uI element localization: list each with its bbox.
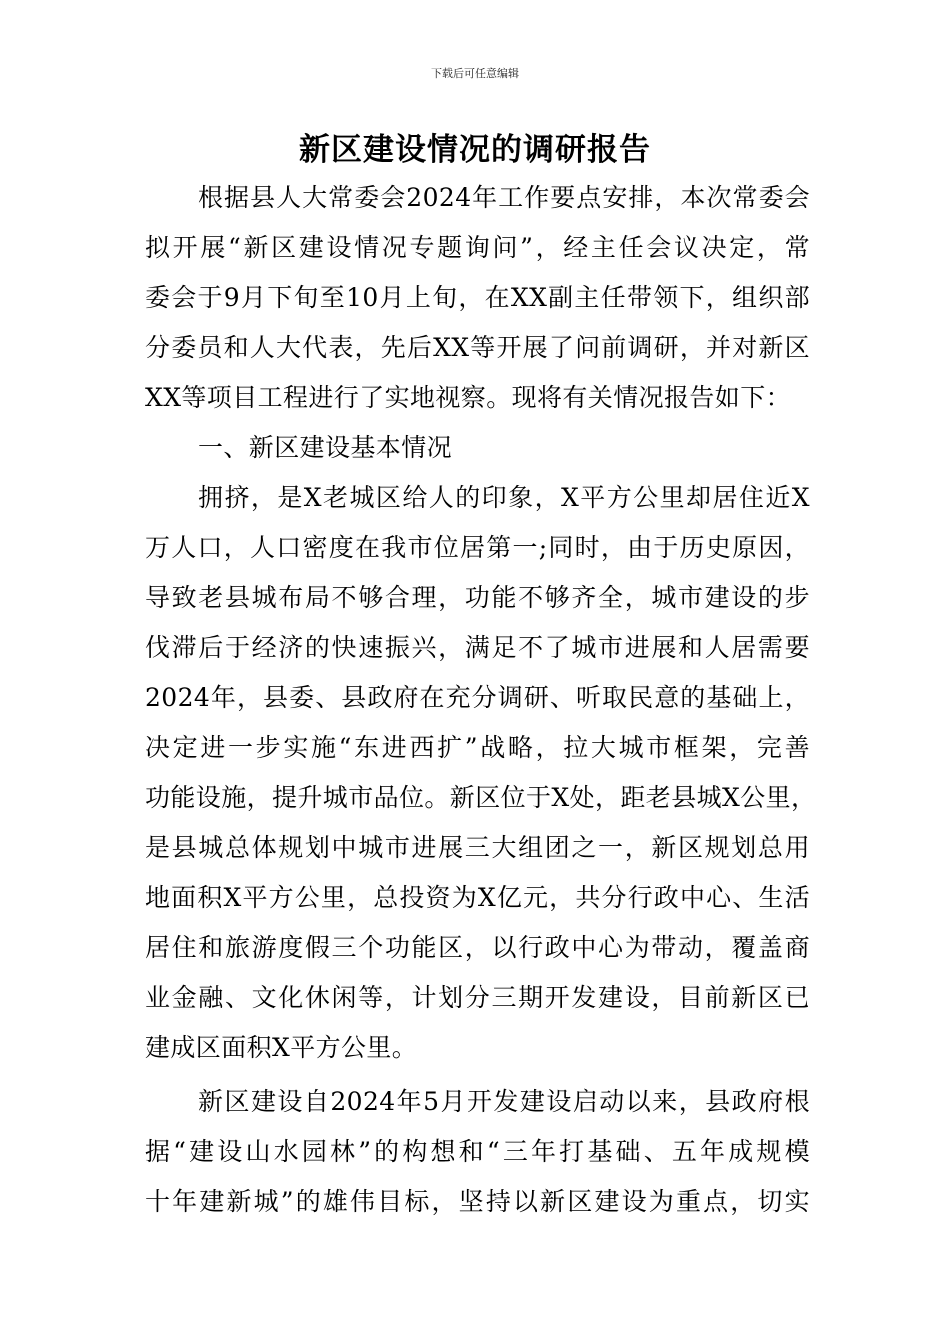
document-body [145, 173, 817, 1227]
paragraph-line: 伐滞后于经济的快速振兴，满足不了城市进展和人居需要 [145, 633, 810, 662]
paragraph-line: 是县城总体规划中城市进展三大组团之一，新区规划总用 [145, 833, 810, 862]
header-note: 下载后可任意编辑 [431, 67, 519, 80]
paragraph-line: 委会于9月下旬至10月上旬，在XX副主任带领下，组织部 [145, 283, 810, 312]
paragraph-line: 2024年，县委、县政府在充分调研、听取民意的基础上， [145, 683, 810, 712]
paragraph-line: 拥挤，是X老城区给人的印象，X平方公里却居住近X [198, 483, 810, 512]
paragraph-line: 功能设施，提升城市品位。新区位于X处，距老县城X公里， [145, 783, 817, 812]
paragraph-line: 拟开展“新区建设情况专题询问”，经主任会议决定，常 [145, 233, 810, 262]
paragraph-line: 决定进一步实施“东进西扩”战略，拉大城市框架，完善 [145, 733, 810, 762]
paragraph-line: 根据县人大常委会2024年工作要点安排，本次常委会 [198, 183, 810, 212]
paragraph-line: 据“建设山水园林”的构想和“三年打基础、五年成规模 [145, 1137, 810, 1166]
paragraph-line: 建成区面积X平方公里。 [145, 1033, 418, 1062]
document-title: 新区建设情况的调研报告 [299, 132, 651, 168]
section-heading: 一、新区建设基本情况 [198, 433, 453, 462]
paragraph-line: 导致老县城布局不够合理，功能不够齐全，城市建设的步 [145, 583, 810, 612]
paragraph-line: XX等项目工程进行了实地视察。现将有关情况报告如下： [145, 383, 791, 412]
paragraph-line: 地面积X平方公里，总投资为X亿元，共分行政中心、生活 [145, 883, 810, 912]
paragraph-line: 万人口，人口密度在我市位居第一;同时，由于历史原因， [145, 533, 810, 562]
paragraph-line: 分委员和人大代表，先后XX等开展了问前调研，并对新区 [145, 333, 810, 362]
paragraph-line: 居住和旅游度假三个功能区，以行政中心为带动，覆盖商 [145, 933, 810, 962]
paragraph-line: 十年建新城”的雄伟目标，坚持以新区建设为重点，切实 [145, 1187, 810, 1216]
paragraph-line: 业金融、文化休闲等，计划分三期开发建设，目前新区已 [145, 983, 810, 1012]
paragraph-line: 新区建设自2024年5月开发建设启动以来，县政府根 [198, 1087, 810, 1116]
